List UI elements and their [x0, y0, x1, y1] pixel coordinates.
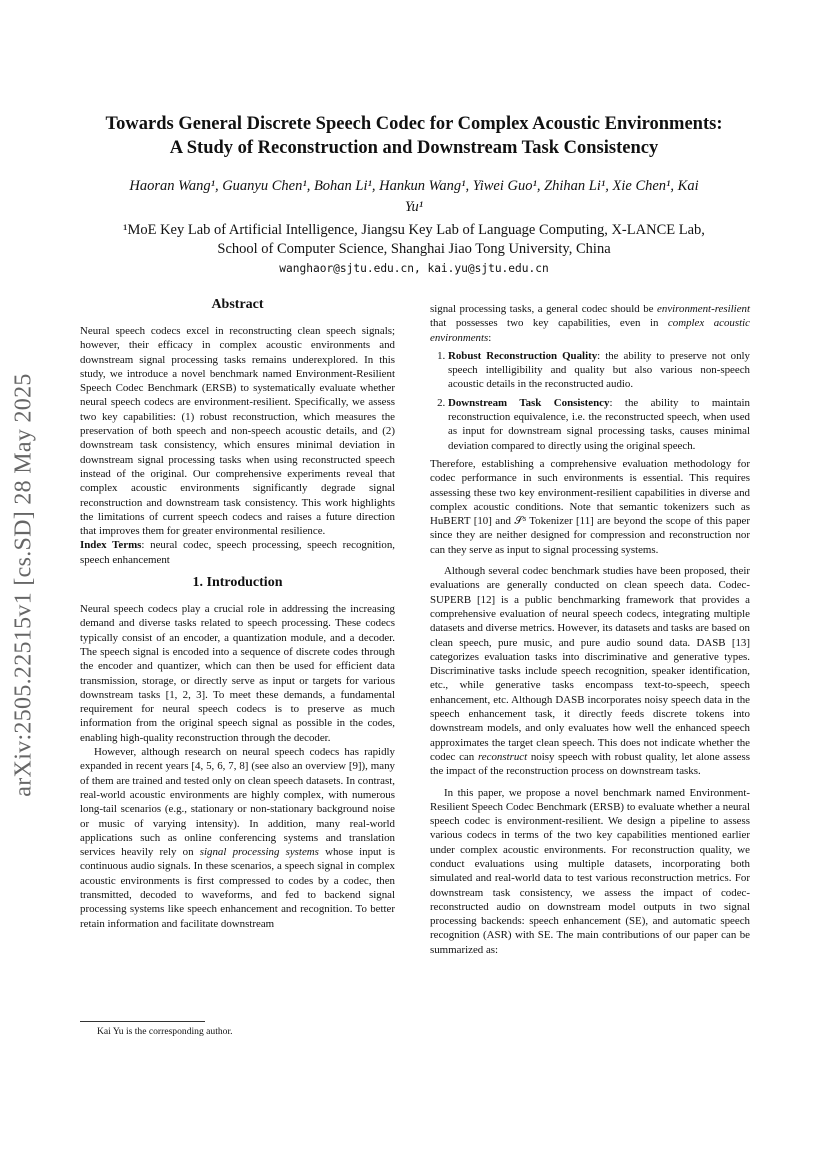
therefore-paragraph: Therefore, establishing a comprehensive evaluation methodology for codec performance in such environments is essential. This requires assessing these two key environment-resilient capabilities in diverse and complex acoustic conditions. Note that semantic tokenizers such as HuBERT [10] and 𝒮³ Tokenizer [11] are beyond the scope of this paper since they are neither designed for compression and reconstruction nor can they serve as input to signal processing systems. — [430, 457, 750, 556]
footnote: Kai Yu is the corresponding author. — [97, 1026, 233, 1037]
in-this-paper-paragraph: In this paper, we propose a novel benchmark named Environment-Resilient Speech Codec Benchmark (ERSB) to evaluate whether a neural speech codec is environment-resilient. We design a pipeline to assess various codecs in terms of the two key capabilities mentioned earlier under complex acoustic environments. For reconstruction quality, we conduct evaluations using multiple datasets, incorporating both simulated and real-world data to test various reconstruction metrics. For downstream task consistency, we assess the impact of codec-reconstructed audio on downstream model outputs in two signal processing backends: speech enhancement (SE), and automatic speech recognition (ASR) with SE. The main contributions of our paper can be summarized as: — [430, 786, 750, 956]
abstract-heading: Abstract — [211, 297, 264, 312]
right-column — [430, 302, 750, 957]
author-emails: wanghaor@sjtu.edu.cn, kai.yu@sjtu.edu.cn — [279, 262, 549, 275]
title-line-2: A Study of Reconstruction and Downstream Task Consistency — [169, 138, 659, 158]
although-paragraph: Although several codec benchmark studies have been proposed, their evaluations are generally conducted on clean speech data. Codec-SUPERB [12] is a public benchmarking framework that provides a comprehensive evaluation of neural speech codecs, integrating multiple datasets and diverse metrics. However, its datasets and tasks are based on clean speech, pure music, and pure audio sound data. DASB [13] categorizes evaluation tasks into discriminative and generative types. Discriminative tasks include speech recognition, speaker identification, etc., while generative tasks encompass text-to-speech, speech enhancement, etc. Although DASB incorporates noisy speech data in the speech enhancement task, it directly feeds discrete tokens into downstream models, and only evaluates how well the enhanced speech approximates the target clean speech. This does not indicate whether the codec can reconstruct noisy speech with robust quality, let alone assess the impact of the reconstruction process on downstream tasks. — [430, 565, 750, 778]
list-item: 2. Downstream Task Consistency: the ability to maintain reconstruction equivalence, i.e. the reconstructed speech, when used as input for downstream signal processing tasks, causes minimal deviation compared to directly using the original speech. — [448, 396, 750, 453]
left-column — [80, 296, 395, 931]
footnote-divider — [80, 1021, 205, 1022]
authors-line-2: Yu¹ — [404, 199, 424, 215]
affiliation — [80, 221, 748, 259]
capability-list — [430, 349, 750, 453]
index-terms — [80, 538, 395, 567]
list-item: 1. Robust Reconstruction Quality: the ability to preserve not only speech intelligibility and quality but also various non-speech acoustic details in the reconstructed audio. — [448, 349, 750, 392]
continuation-paragraph: signal processing tasks, a general codec should be environment-resilient that possesses two key capabilities, even in complex acoustic environments: — [430, 303, 750, 344]
title-line-1: Towards General Discrete Speech Codec for Complex Acoustic Environments: — [105, 114, 723, 134]
intro-paragraph-2: However, although research on neural speech codecs has rapidly expanded in recent years [4, 5, 6, 7, 8] (see also an overview [9]), many of them are trained and tested only on clean speech datasets. In contrast, real-world acoustic environments are highly complex, with numerous long-tail scenarios (e.g., stationary or non-stationary background noise or music of varying intensity). In addition, many real-world applications such as online conferencing systems and translation services heavily rely on signal processing systems whose input is continuous audio signals. In these scenarios, a speech signal in complex acoustic environments is first compressed to codes by a codec, then transmitted, decoded to waveforms, and fed to backend signal processing systems like speech enhancement and recognition. To better retain information and facilitate downstream — [80, 746, 395, 930]
intro-paragraph-1: Neural speech codecs play a crucial role in addressing the increasing demand and diverse tasks related to speech processing. These codecs typically consist of an encoder, a quantization module, and a decoder. The speech signal is encoded into a sequence of discrete codes through the encoder and quantizer, which can then be used for efficient data transmission, storage, or directly serve as input or targets for various downstream tasks [1, 2, 3]. To meet these demands, a fundamental requirement for neural speech codecs is to preserve as much information from the original speech signal as possible in the codes, enabling high-quality reconstruction through the decoder. — [80, 603, 395, 744]
affiliation-line-1: ¹MoE Key Lab of Artificial Intelligence, Jiangsu Key Lab of Language Computing, X-LANCE Lab, — [123, 222, 705, 238]
abstract-text: Neural speech codecs excel in reconstructing clean speech signals; however, their efficacy in complex acoustic environments and downstream signal processing tasks remains underexplored. In this study, we introduce a novel benchmark named Environment-Resilient Speech Codec Benchmark (ERSB) to systematically evaluate whether neural speech codecs are environment-resilient. Specifically, we assess two key capabilities: (1) robust reconstruction, which measures the preservation of both speech and non-speech acoustic details, and (2) downstream task consistency, which ensures minimal deviation in downstream signal processing tasks when using reconstructed speech instead of the original. Our comprehensive experiments reveal that complex acoustic environments significantly degrade signal reconstruction and downstream task consistency. This work highlights the limitations of current speech codecs and raises a future direction that improves them for greater environmental resilience. — [80, 325, 395, 538]
paper-title — [80, 112, 748, 160]
index-terms-text: : neural codec, speech processing, speech recognition, speech enhancement — [80, 539, 395, 566]
authors-line-1: Haoran Wang¹, Guanyu Chen¹, Bohan Li¹, Hankun Wang¹, Yiwei Guo¹, Zhihan Li¹, Xie Chen¹, Kai — [129, 178, 699, 194]
arxiv-identifier: arXiv:2505.22515v1 [cs.SD] 28 May 2025 — [10, 373, 37, 797]
author-list — [80, 176, 748, 218]
affiliation-line-2: School of Computer Science, Shanghai Jiao Tong University, China — [217, 241, 611, 257]
index-terms-label: Index Terms — [80, 539, 142, 552]
introduction-heading: 1. Introduction — [192, 575, 283, 591]
arxiv-sidebar — [2, 0, 46, 1171]
